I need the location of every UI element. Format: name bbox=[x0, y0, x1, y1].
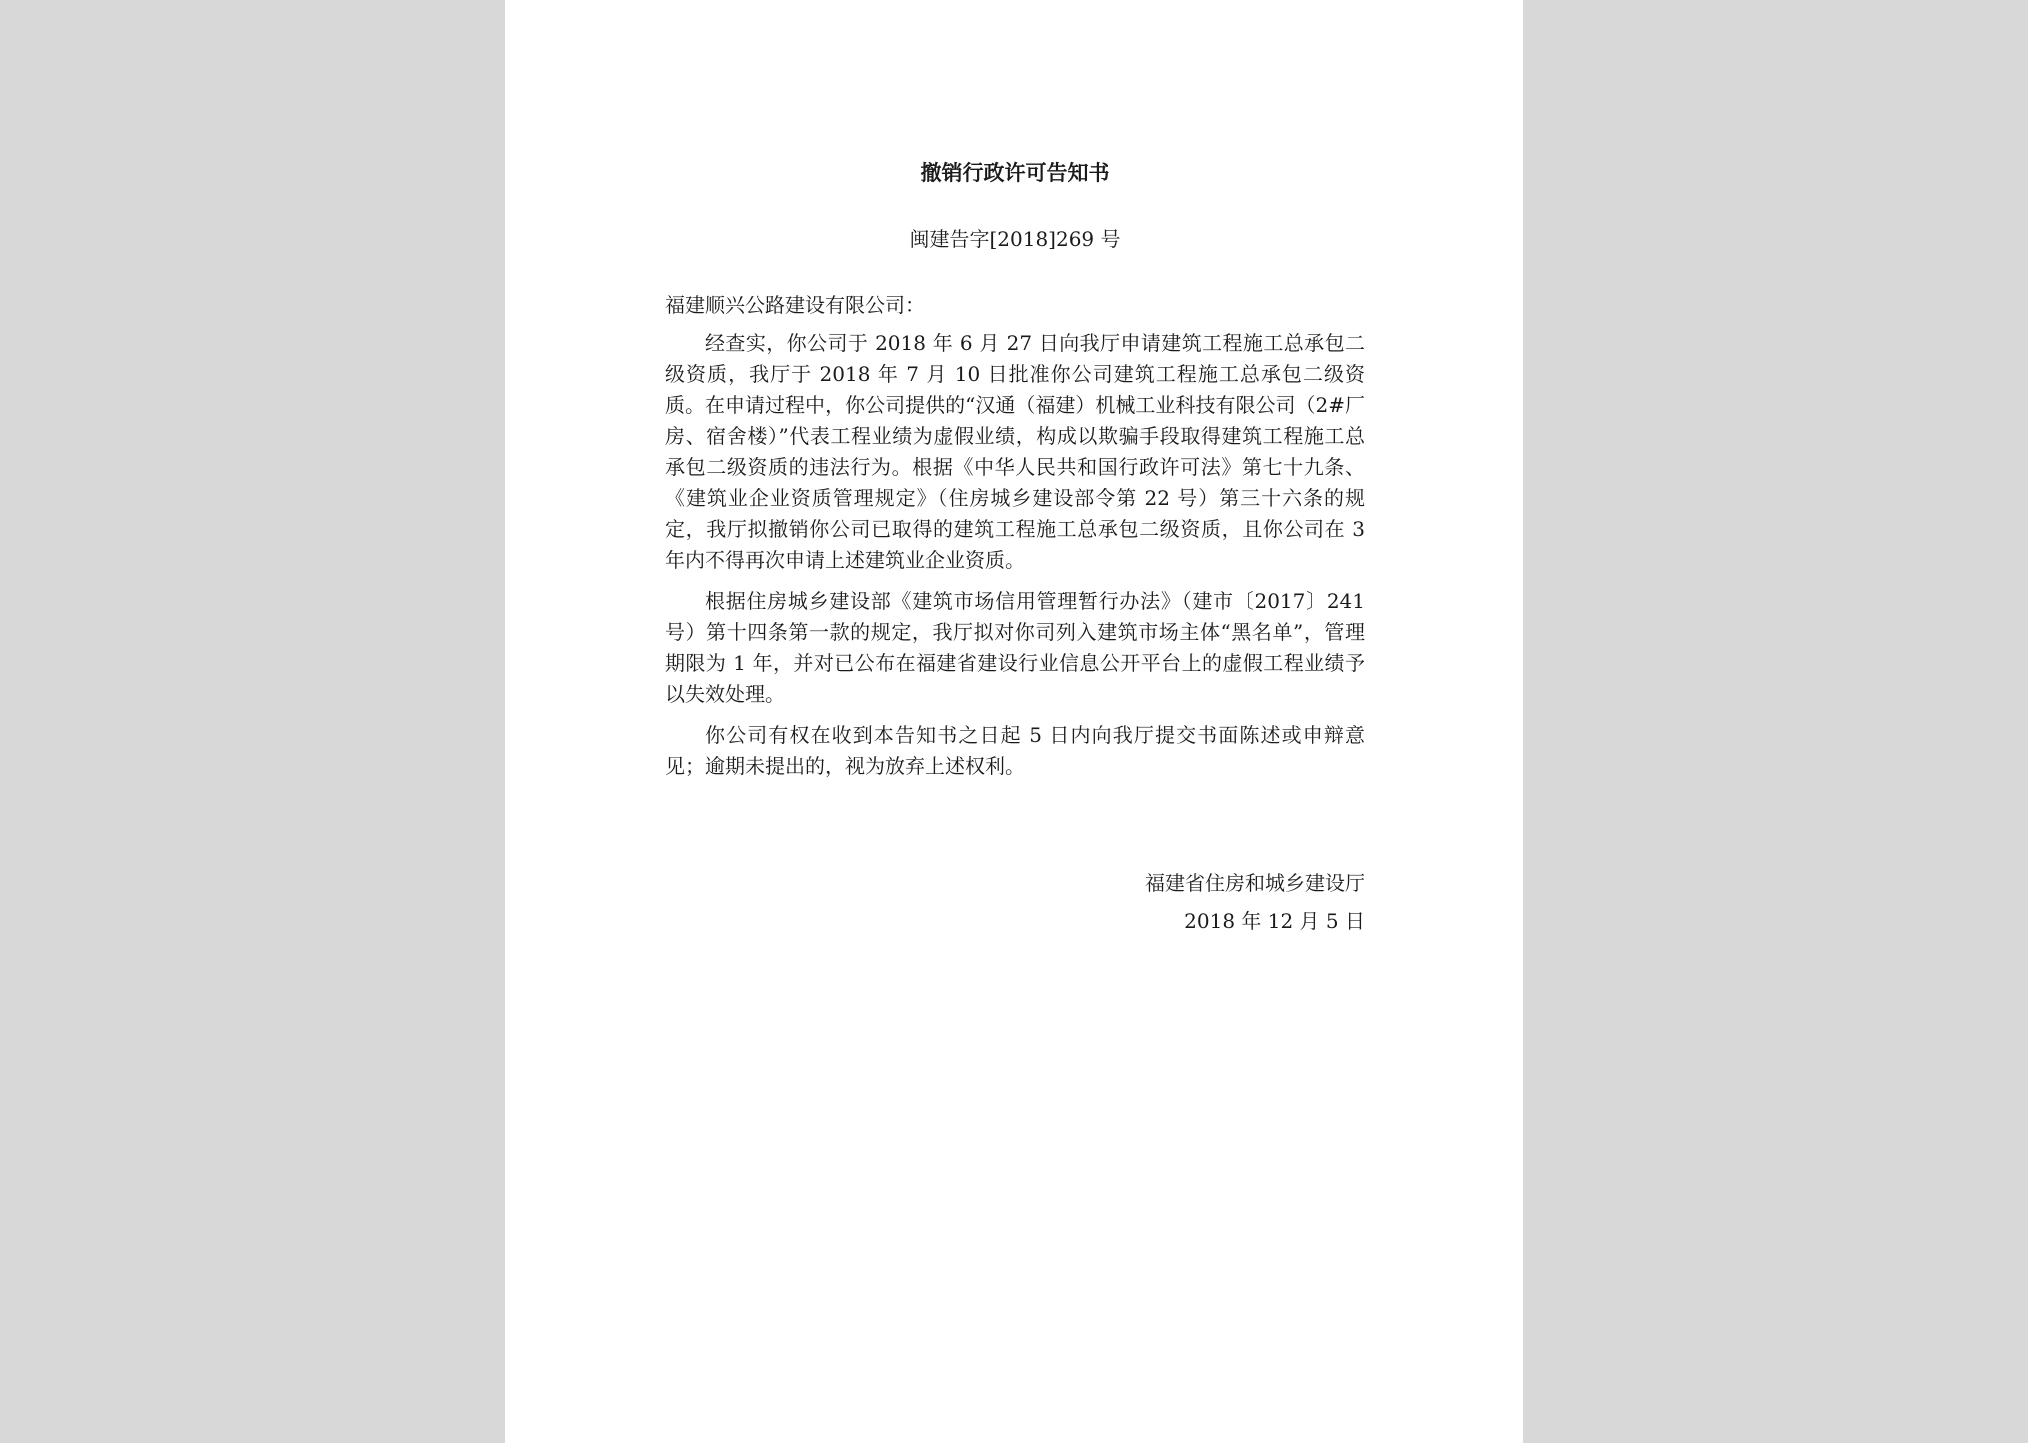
paragraph-blacklist: 根据住房城乡建设部《建筑市场信用管理暂行办法》（建市〔2017〕241 号）第十四条第一款的规定，我厅拟对你司列入建筑市场主体“黑名单”，管理期限为 1 年，并对已公布在福建省建设行业信息公开平台上的虚假工程业绩予以失效处理。 bbox=[665, 589, 1365, 706]
document-body bbox=[665, 328, 1365, 792]
document-number: 闽建告字[2018]269 号 bbox=[909, 227, 1121, 251]
signature-block bbox=[1145, 864, 1365, 940]
issuer-name: 福建省住房和城乡建设厅 bbox=[1145, 871, 1365, 895]
document-title: 撤销行政许可告知书 bbox=[920, 160, 1110, 185]
issue-date: 2018 年 12 月 5 日 bbox=[1184, 909, 1365, 933]
document-page bbox=[505, 0, 1523, 1443]
addressee: 福建顺兴公路建设有限公司： bbox=[665, 293, 925, 317]
paragraph-findings: 经查实，你公司于 2018 年 6 月 27 日向我厅申请建筑工程施工总承包二级资质，我厅于 2018 年 7 月 10 日批准你公司建筑工程施工总承包二级资质。在申请过程中，你公司提供的“汉通（福建）机械工业科技有限公司（2#厂房、宿舍楼）”代表工程业绩为虚假业绩，构成以欺骗手段取得建筑工程施工总承包二级资质的违法行为。根据《中华人民共和国行政许可法》第七十九条、《建筑业企业资质管理规定》（住房城乡建设部令第 22 号）第三十六条的规定，我厅拟撤销你公司已取得的建筑工程施工总承包二级资质，且你公司在 3 年内不得再次申请上述建筑业企业资质。 bbox=[665, 331, 1365, 572]
paragraph-rights: 你公司有权在收到本告知书之日起 5 日内向我厅提交书面陈述或申辩意见；逾期未提出的，视为放弃上述权利。 bbox=[665, 723, 1365, 778]
